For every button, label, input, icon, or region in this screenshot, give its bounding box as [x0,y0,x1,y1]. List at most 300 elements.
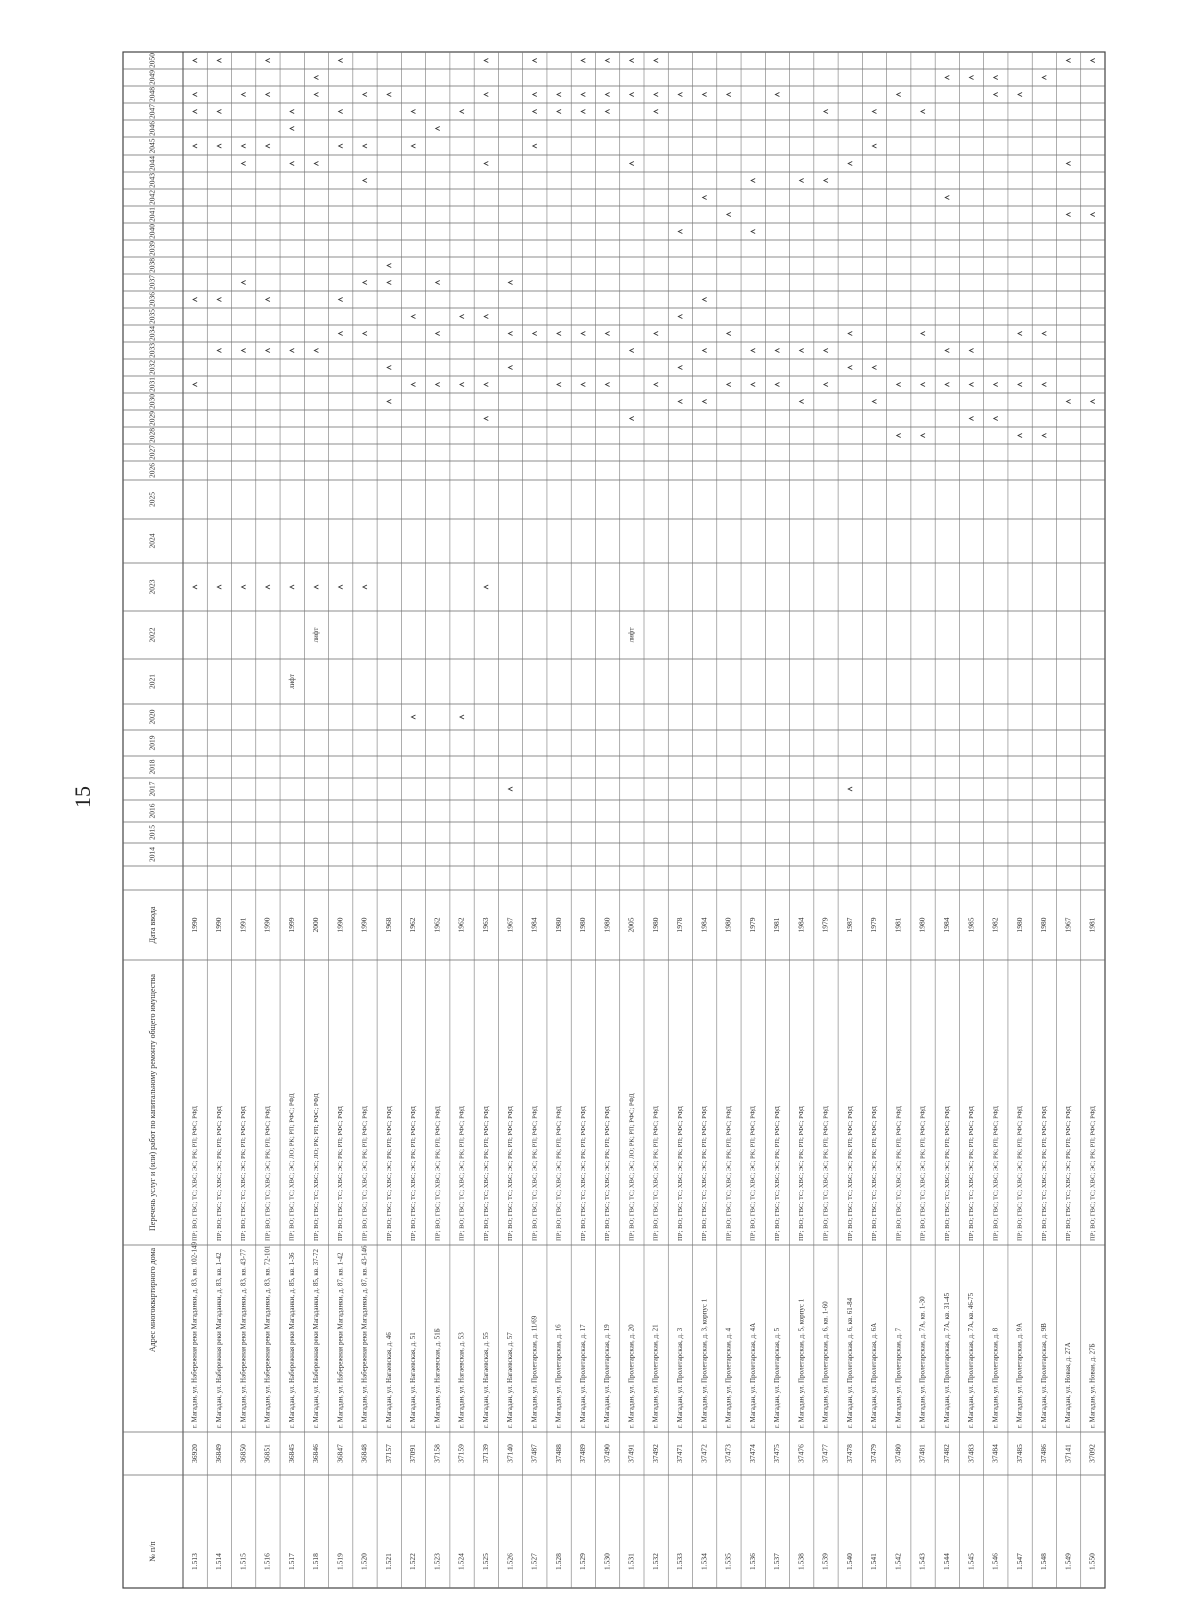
row-works: ПР; ВО; ГВС; ТС; ХВС; ЭС; РК; РП; РФС; РФД [507,1106,515,1241]
row-number: 1.549 [1063,1553,1073,1570]
schedule-mark [533,93,537,97]
schedule-mark [363,93,367,97]
schedule-mark [994,93,998,97]
row-id: 37490 [602,1444,612,1463]
row-year: 1967 [505,917,515,933]
schedule-mark [945,349,949,353]
schedule-mark [436,127,440,131]
row-works: ПР; ВО; ГВС; ТС; ХВС; ЭС; РК; РП; РФС; РФД [482,1106,490,1241]
row-works: ПР; ВО; ГВС; ТС; ХВС; ЭС; РК; РП; РФС; РФД [968,1106,976,1241]
schedule-mark [484,585,488,589]
row-works: ПР; ВО; ГВС; ТС; ХВС; ЭС; РК; РП; РФС; РФД [871,1106,879,1241]
schedule-mark [484,315,488,319]
row-year: 1990 [262,917,272,933]
schedule-mark [921,332,925,336]
row-address: г. Магадан, ул. Набережная реки Магаданки, д. 85, кв. 1-36 [287,1252,296,1428]
schedule-mark [290,349,294,353]
schedule-mark [533,332,537,336]
schedule-mark [290,110,294,114]
row-works: ПР; ВО; ГВС; ТС; ХВС; ЭС; РК; РП; РФС; РФД [652,1106,660,1241]
schedule-mark [630,349,634,353]
row-number: 1.529 [578,1553,588,1570]
row-year: 1979 [869,917,879,933]
row-address: г. Магадан, ул. Пролетарская, д. 5, корпус 1 [797,1298,806,1428]
row-year: 1981 [1087,917,1097,933]
row-year: 1991 [238,917,248,933]
row-address: г. Магадан, ул. Пролетарская, д. 4 [724,1327,733,1428]
row-id: 36847 [335,1444,345,1463]
row-number: 1.519 [335,1553,345,1570]
row-id: 37476 [796,1444,806,1463]
schedule-mark [412,715,416,719]
schedule-mark [945,76,949,80]
schedule-mark [193,383,197,387]
row-address: г. Магадан, ул. Нагаевская, д. 51 [409,1332,418,1428]
row-works: ПР; ВО; ГВС; ТС; ХВС; ЭС; РК; РП; РФС; РФД [1016,1106,1024,1241]
row-id: 36850 [238,1444,248,1463]
schedule-mark [460,715,464,719]
year-header: 2050 [147,53,157,68]
row-works: ПР; ВО; ГВС; ТС; ХВС; ЭС; РК; РП; РФС; РФД [1089,1106,1097,1241]
row-works: ПР; ВО; ГВС; ТС; ХВС; ЭС; РК; РП; РФС; РФД [579,1106,587,1241]
schedule-mark [363,144,367,148]
row-year: 1982 [990,917,1000,933]
schedule-mark [678,93,682,97]
row-number: 1.535 [723,1553,733,1570]
schedule-mark [242,349,246,353]
schedule-mark [630,93,634,97]
row-id: 37475 [772,1444,782,1463]
row-address: г. Магадан, ул. Пролетарская, д. 9В [1039,1323,1048,1428]
schedule-mark [970,349,974,353]
year-header: 2029 [147,411,157,426]
row-address: г. Магадан, ул. Пролетарская, д. 17 [578,1324,587,1428]
schedule-mark [824,383,828,387]
row-number: 1.528 [553,1553,563,1570]
row-year: 1999 [286,917,296,933]
row-address: г. Магадан, ул. Пролетарская, д. 9А [1015,1322,1024,1428]
year-header: 2034 [147,326,157,341]
schedule-mark [412,315,416,319]
year-header: 2015 [147,825,157,840]
row-id: 37481 [917,1444,927,1463]
schedule-mark [387,366,391,370]
row-number: 1.544 [942,1553,952,1570]
row-address: г. Магадан, ул. Набережная реки Магаданки, д. 83, кв. 72-101 [263,1245,272,1428]
year-header: 2018 [147,759,157,775]
row-number: 1.543 [917,1553,927,1570]
schedule-mark [290,585,294,589]
schedule-mark [363,179,367,183]
schedule-mark [290,127,294,131]
row-address: г. Магадан, ул. Нагаевская, д. 46 [384,1332,393,1428]
schedule-mark [775,349,779,353]
year-header: 2043 [147,173,157,188]
schedule-mark [678,366,682,370]
row-address: г. Магадан, ул. Пролетарская, д. 5 [773,1327,782,1428]
schedule-mark [873,144,877,148]
header-address: Адрес многоквартирного дома [147,1247,157,1353]
year-header: 2035 [147,309,157,324]
row-id: 37472 [699,1444,709,1463]
schedule-mark [581,93,585,97]
row-address: г. Магадан, ул. Набережная реки Магаданки, д. 83, кв. 102-149 [190,1242,199,1428]
schedule-mark [703,349,707,353]
schedule-mark [775,93,779,97]
page-number: 15 [70,786,95,808]
row-number: 1.515 [238,1553,248,1570]
row-id: 36851 [262,1444,272,1463]
row-address: г. Магадан, ул. Набережная реки Магаданки, д. 87, кв. 43-146 [360,1245,369,1428]
schedule-mark [533,59,537,63]
schedule-mark [1042,383,1046,387]
row-number: 1.514 [214,1553,224,1570]
schedule-mark [242,93,246,97]
schedule-mark [897,434,901,438]
year-header: 2038 [147,258,157,273]
schedule-mark [921,110,925,114]
schedule-mark [266,93,270,97]
row-number: 1.525 [481,1553,491,1570]
row-address: г. Магадан, ул. Пролетарская, д. 16 [554,1324,563,1428]
schedule-mark [800,400,804,404]
schedule-mark [533,144,537,148]
row-id: 37492 [650,1444,660,1463]
schedule-mark [460,110,464,114]
row-id: 37486 [1039,1444,1049,1463]
row-number: 1.531 [626,1553,636,1570]
row-year: 1990 [335,917,345,933]
schedule-mark [217,110,221,114]
row-address: г. Магадан, ул. Пролетарская, д. 3, корпус 1 [700,1298,709,1428]
schedule-mark [751,179,755,183]
schedule-mark [509,281,513,285]
year-header: 2039 [147,241,157,256]
schedule-mark [581,110,585,114]
schedule-mark [994,383,998,387]
row-id: 37471 [675,1444,685,1463]
row-id: 36849 [214,1444,224,1463]
year-header: 2031 [147,377,157,392]
row-year: 1980 [1039,917,1049,933]
schedule-mark [1067,162,1071,166]
lift-note: лифт [627,627,636,643]
schedule-mark [484,59,488,63]
schedule-mark [533,110,537,114]
schedule-mark [703,298,707,302]
row-year: 1981 [893,917,903,933]
schedule-mark [606,93,610,97]
schedule-mark [484,417,488,421]
row-year: 2005 [626,917,636,933]
row-year: 1980 [1014,917,1024,933]
row-number: 1.518 [311,1553,321,1570]
schedule-mark [339,332,343,336]
header-works: Перечень услуг и (или) работ по капитальному ремонту общего имущества [147,974,157,1231]
schedule-mark [242,281,246,285]
schedule-mark [994,417,998,421]
lift-note: лифт [287,674,296,689]
schedule-mark [1091,59,1095,63]
row-address: г. Магадан, ул. Пролетарская, д. 6, кв. 1-60 [821,1301,830,1428]
row-id: 37157 [383,1444,393,1463]
row-id: 37139 [481,1444,491,1463]
schedule-mark [509,332,513,336]
schedule-mark [460,315,464,319]
schedule-mark [339,110,343,114]
row-number: 1.539 [820,1553,830,1570]
year-header: 2014 [147,847,157,862]
row-address: г. Магадан, ул. Пролетарская, д. 6, кв. 61-84 [845,1297,854,1428]
schedule-mark [848,332,852,336]
row-number: 1.521 [383,1553,393,1570]
row-works: ПР; ВО; ГВС; ТС; ХВС; ЭС; РК; РП; РФС; РФД [749,1106,757,1241]
year-header: 2030 [147,394,157,409]
row-number: 1.526 [505,1553,515,1570]
schedule-mark [557,332,561,336]
schedule-mark [290,162,294,166]
row-works: ПР; ВО; ГВС; ТС; ХВС; ЭС; РК; РП; РФС; РФД [458,1106,466,1241]
schedule-mark [703,93,707,97]
schedule-mark [1042,434,1046,438]
schedule-mark [727,332,731,336]
row-works: ПР; ВО; ГВС; ТС; ХВС; ЭС; РК; РП; РФС; РФД [773,1106,781,1241]
row-address: г. Магадан, ул. Пролетарская, д. 20 [627,1324,636,1428]
schedule-mark [193,93,197,97]
schedule-mark [266,59,270,63]
schedule-mark [436,332,440,336]
schedule-mark [606,332,610,336]
schedule-mark [630,417,634,421]
row-id: 37140 [505,1444,515,1463]
row-number: 1.547 [1014,1553,1024,1570]
schedule-mark [970,76,974,80]
schedule-mark [314,585,318,589]
row-id: 36845 [286,1444,296,1463]
row-number: 1.546 [990,1553,1000,1570]
schedule-mark [1018,332,1022,336]
row-works: ПР; ВО; ГВС; ТС; ХВС; ЭС; РК; РП; РФС; РФД [215,1106,223,1241]
row-number: 1.538 [796,1553,806,1570]
row-year: 1980 [553,917,563,933]
row-year: 1980 [578,917,588,933]
schedule-mark [314,93,318,97]
row-year: 1963 [481,917,491,933]
row-number: 1.524 [456,1553,466,1570]
row-number: 1.517 [286,1553,296,1570]
schedule-mark [727,383,731,387]
row-id: 37480 [893,1444,903,1463]
schedule-mark [266,144,270,148]
year-header: 2041 [147,207,157,222]
row-works: ПР; ВО; ГВС; ТС; ХВС; ЭС; РК; РП; РФС; РФД [264,1106,272,1241]
year-header: 2037 [147,275,157,290]
schedule-mark [800,349,804,353]
row-number: 1.545 [966,1553,976,1570]
year-header: 2023 [147,579,157,595]
schedule-mark [678,315,682,319]
schedule-mark [242,162,246,166]
schedule-mark [484,93,488,97]
row-id: 37491 [626,1444,636,1463]
row-year: 1984 [796,917,806,933]
row-works: ПР; ВО; ГВС; ТС; ХВС; ЭС; РК; РП; РФС; РФД [895,1106,903,1241]
schedule-mark [945,383,949,387]
row-works: ПР; ВО; ГВС; ТС; ХВС; ЭС; РК; РП; РФС; РФД [337,1106,345,1241]
schedule-mark [1067,213,1071,217]
row-id: 37484 [990,1444,1000,1463]
row-address: г. Магадан, ул. Пролетарская, д. 6А [870,1322,879,1428]
schedule-mark [945,196,949,200]
year-header: 2024 [147,533,157,549]
schedule-mark [873,366,877,370]
schedule-mark [193,298,197,302]
row-id: 37482 [942,1444,952,1463]
schedule-mark [314,162,318,166]
schedule-mark [654,93,658,97]
row-year: 1962 [432,917,442,933]
row-works: ПР; ВО; ГВС; ТС; ХВС; ЭС; РК; РП; РФС; РФД [822,1106,830,1241]
year-header: 2020 [147,709,157,725]
schedule-mark [727,93,731,97]
row-number: 1.548 [1039,1553,1049,1570]
row-number: 1.516 [262,1553,272,1570]
row-year: 1968 [383,917,393,933]
row-address: г. Магадан, ул. Набережная реки Магаданки, д. 87, кв. 1-42 [336,1252,345,1428]
schedule-mark [1018,434,1022,438]
year-header: 2049 [147,70,157,85]
schedule-mark [217,585,221,589]
row-works: ПР; ВО; ГВС; ТС; ХВС; ЭС; РК; РП; РФС; РФД [531,1106,539,1241]
schedule-mark [193,59,197,63]
schedule-mark [339,585,343,589]
schedule-mark [242,144,246,148]
year-header: 2021 [147,674,157,689]
row-address: г. Магадан, ул. Пролетарская, д. 7А, кв. 46-75 [967,1292,976,1428]
row-number: 1.533 [675,1553,685,1570]
row-number: 1.536 [747,1553,757,1570]
schedule-mark [217,349,221,353]
row-year: 1962 [456,917,466,933]
year-header: 2016 [147,803,157,819]
row-year: 1978 [675,917,685,933]
schedule-mark [970,417,974,421]
schedule-mark [678,400,682,404]
year-header: 2040 [147,224,157,239]
row-works: ПР; ВО; ГВС; ТС; ХВС; ЭС; РК; РП; РФС; РФД [604,1106,612,1241]
row-number: 1.541 [869,1553,879,1570]
schedule-mark [193,110,197,114]
year-header: 2027 [147,445,157,460]
row-number: 1.534 [699,1553,709,1570]
row-id: 37478 [844,1444,854,1463]
schedule-mark [606,383,610,387]
row-address: г. Магадан, ул. Набережная реки Магаданки, д. 83, кв. 43-77 [239,1249,248,1428]
row-year: 1967 [1063,917,1073,933]
header-date: Дата ввода [147,906,157,944]
schedule-mark [387,264,391,268]
row-works: ПР; ВО; ГВС; ТС; ХВС; ЭС; ЛО; РК; РП; РФС; РФД [288,1093,296,1241]
schedule-mark [897,383,901,387]
row-year: 1979 [747,917,757,933]
schedule-mark [266,298,270,302]
schedule-mark [217,59,221,63]
row-works: ПР; ВО; ГВС; ТС; ХВС; ЭС; РК; РП; РФС; РФД [919,1106,927,1241]
row-number: 1.527 [529,1553,539,1570]
schedule-mark [630,59,634,63]
row-number: 1.523 [432,1553,442,1570]
year-header: 2046 [147,121,157,136]
schedule-mark [703,400,707,404]
schedule-mark [412,144,416,148]
schedule-mark [581,383,585,387]
row-address: г. Магадан, ул. Пролетарская, д. 7 [894,1327,903,1428]
row-works: ПР; ВО; ГВС; ТС; ХВС; ЭС; РК; РП; РФС; РФД [701,1106,709,1241]
row-id: 37158 [432,1444,442,1463]
schedule-mark [484,162,488,166]
schedule-mark [848,162,852,166]
row-year: 2000 [311,917,321,933]
row-year: 1981 [772,917,782,933]
year-header: 2028 [147,428,157,443]
schedule-mark [1067,59,1071,63]
row-works: ПР; ВО; ГВС; ТС; ХВС; ЭС; РК; РП; РФС; РФД [555,1106,563,1241]
schedule-mark [460,383,464,387]
schedule-mark [557,110,561,114]
schedule-mark [436,281,440,285]
row-works: ПР; ВО; ГВС; ТС; ХВС; ЭС; ЛО; РК; РП; РФС; РФД [312,1093,320,1241]
schedule-mark [703,196,707,200]
row-id: 37485 [1014,1444,1024,1463]
row-number: 1.532 [650,1553,660,1570]
schedule-mark [314,76,318,80]
schedule-mark [363,281,367,285]
schedule-mark [1042,332,1046,336]
header-num: № п/п [147,1541,157,1562]
schedule-mark [412,110,416,114]
schedule-mark [193,144,197,148]
row-works: ПР; ВО; ГВС; ТС; ХВС; ЭС; РК; РП; РФС; РФД [725,1106,733,1241]
row-year: 1980 [917,917,927,933]
year-header: 2017 [147,781,157,797]
row-id: 36920 [189,1444,199,1463]
schedule-mark [654,110,658,114]
schedule-mark [654,332,658,336]
schedule-mark [606,110,610,114]
year-header: 2045 [147,138,157,154]
row-address: г. Магадан, ул. Нагаевская, д. 57 [506,1332,515,1428]
row-id: 37141 [1063,1444,1073,1463]
schedule-mark [1018,93,1022,97]
year-header: 2025 [147,492,157,507]
schedule-mark [339,298,343,302]
row-number: 1.530 [602,1553,612,1570]
schedule-mark [412,383,416,387]
year-header: 2022 [147,627,157,643]
schedule-mark [339,144,343,148]
row-id: 37489 [578,1444,588,1463]
row-year: 1984 [699,917,709,933]
schedule-mark [848,787,852,791]
row-id: 37487 [529,1444,539,1463]
row-address: г. Магадан, ул. Нагаевская, д. 55 [481,1332,490,1428]
row-address: г. Магадан, ул. Набережная реки Магаданки, д. 85, кв. 37-72 [312,1249,321,1428]
row-id: 37159 [456,1444,466,1463]
schedule-mark [1042,76,1046,80]
schedule-mark [824,179,828,183]
schedule-mark [557,93,561,97]
row-id: 37474 [747,1444,757,1463]
